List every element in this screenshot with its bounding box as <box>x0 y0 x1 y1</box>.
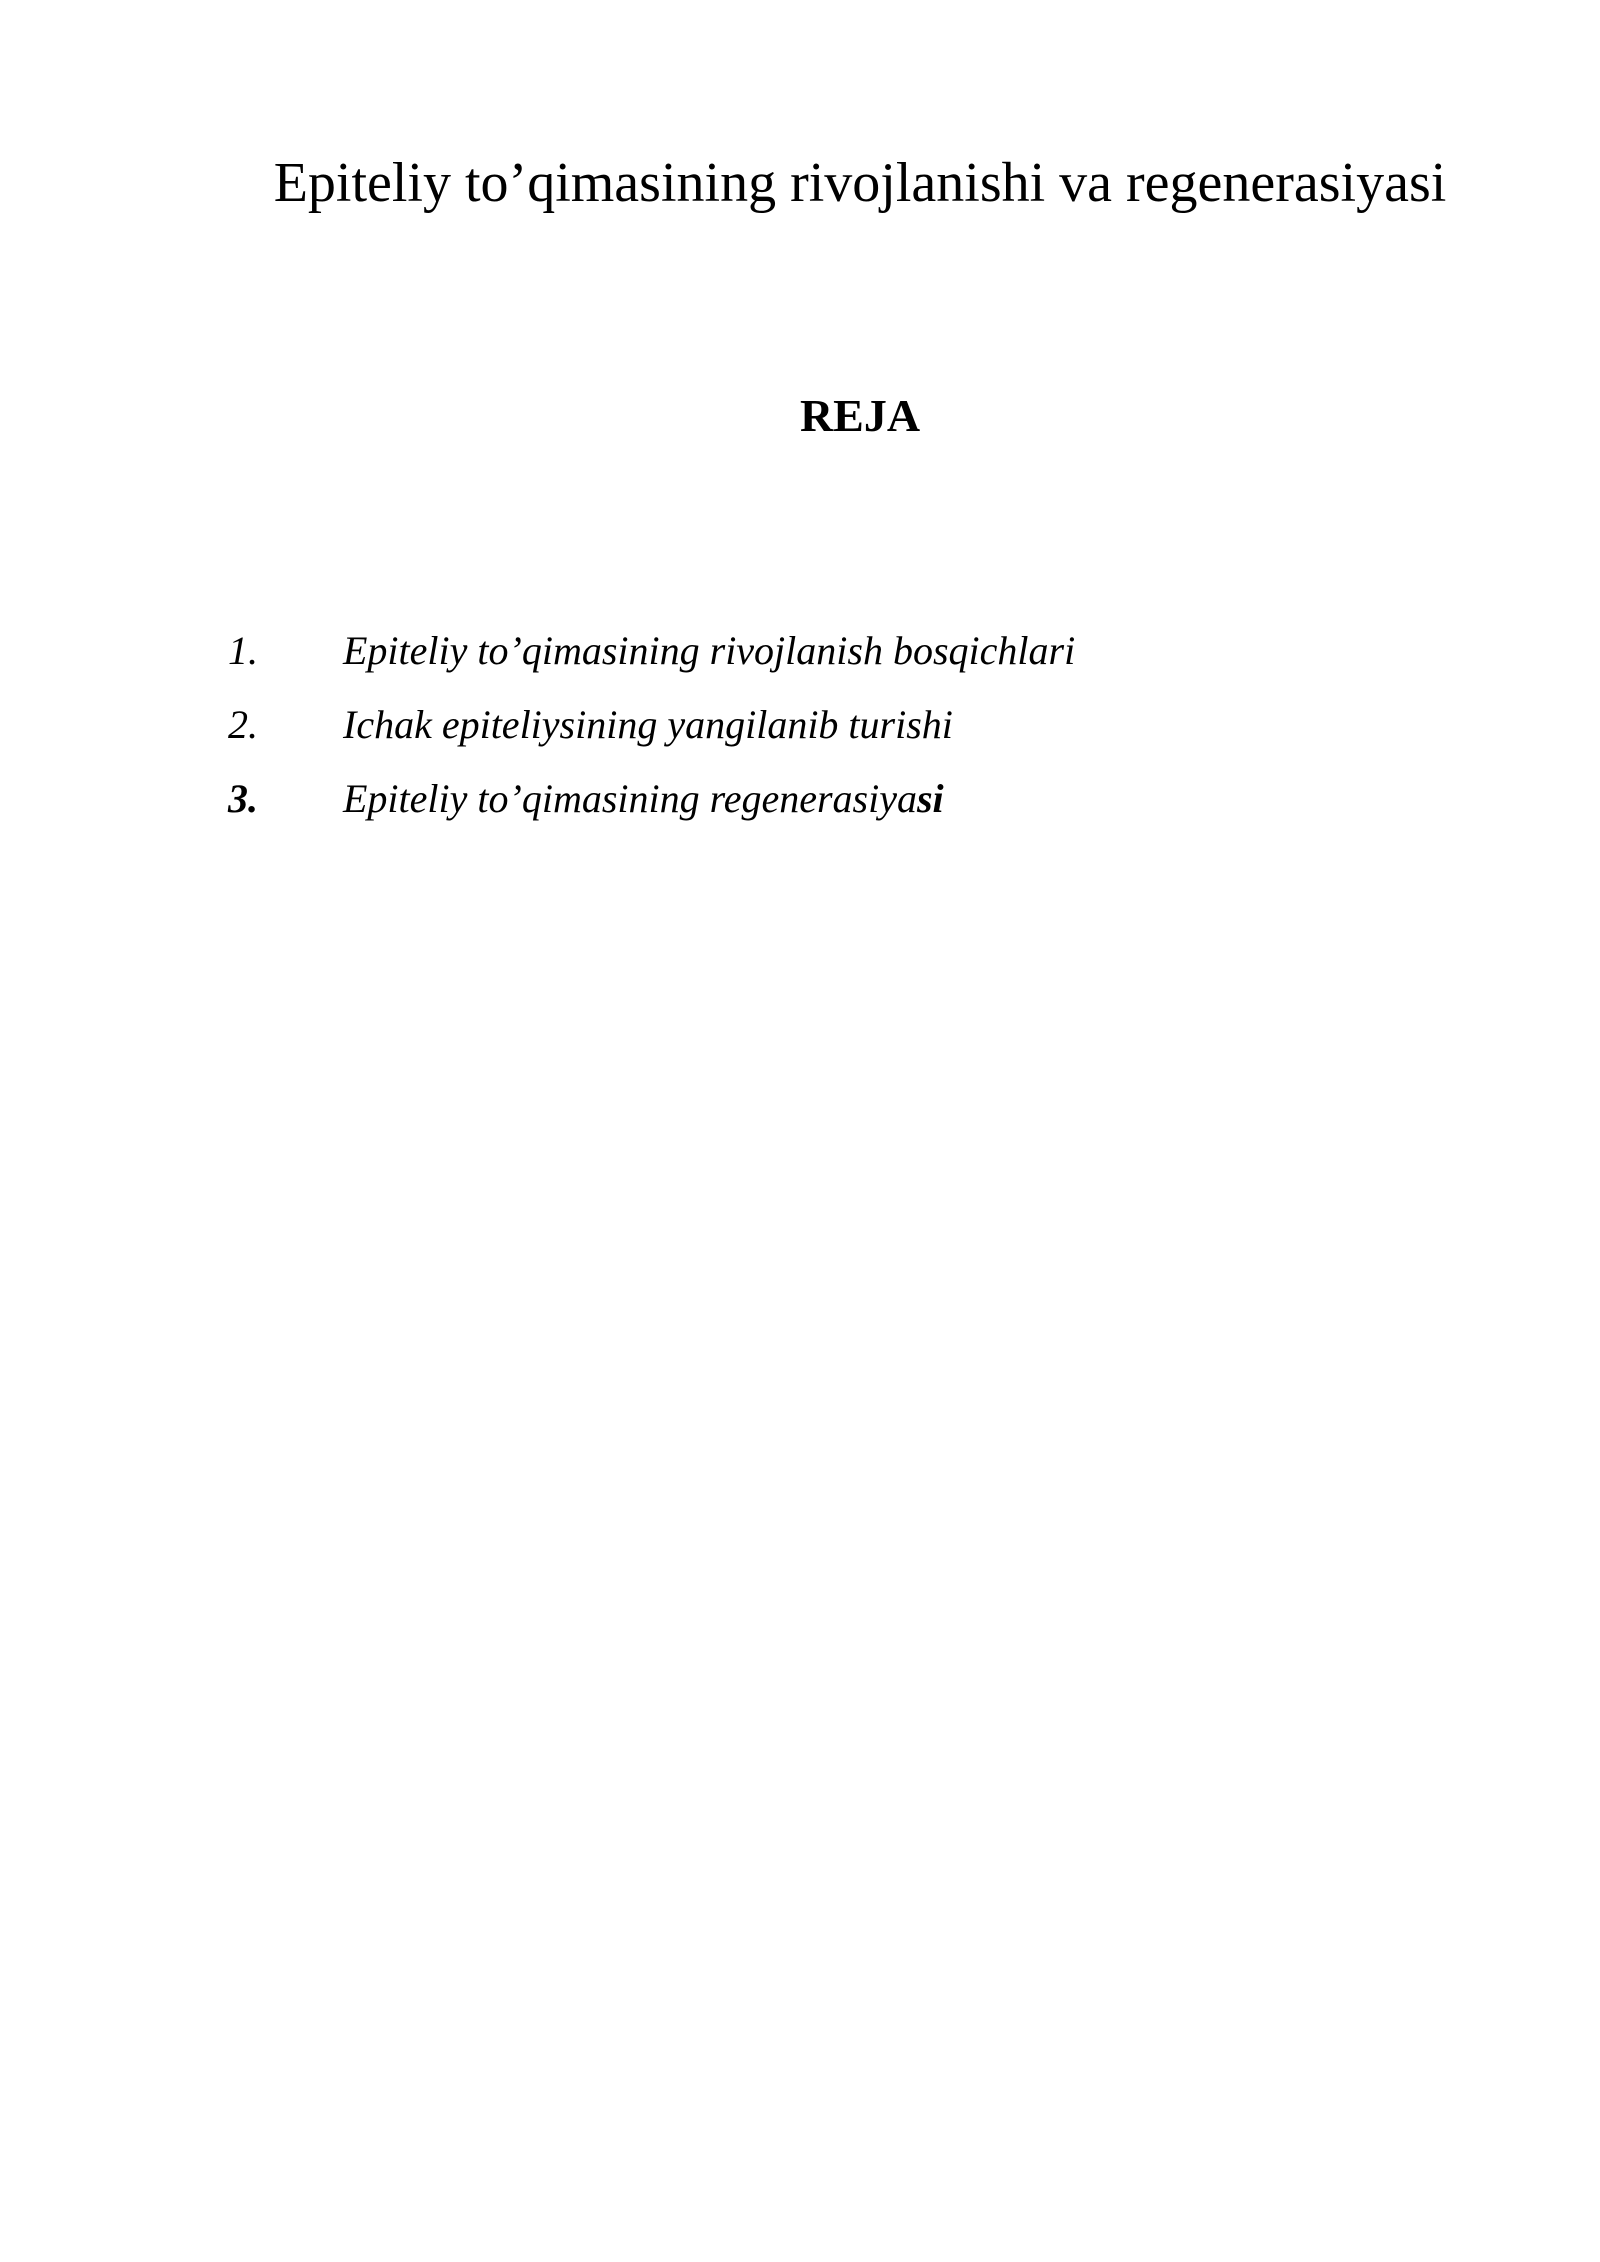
plan-item-text-bold-suffix: si <box>916 776 944 821</box>
plan-item-text: Ichak epiteliysining yangilanib turishi <box>343 702 953 747</box>
plan-item-text: Epiteliy to’qimasining rivojlanish bosqichlari <box>343 628 1076 673</box>
plan-item-number: 3. <box>228 776 258 821</box>
plan-item-text: Epiteliy to’qimasining regenerasiya <box>343 776 917 821</box>
plan-item-number: 1. <box>228 628 258 673</box>
plan-heading: REJA <box>799 390 921 441</box>
plan-item-3 <box>228 762 1075 836</box>
plan-item-2 <box>228 688 1075 762</box>
document-title: Epiteliy to’qimasining rivojlanishi va regenerasiyasi <box>273 152 1447 214</box>
plan-item-1 <box>228 614 1075 688</box>
plan-item-number: 2. <box>228 702 258 747</box>
plan-list <box>228 614 1075 836</box>
